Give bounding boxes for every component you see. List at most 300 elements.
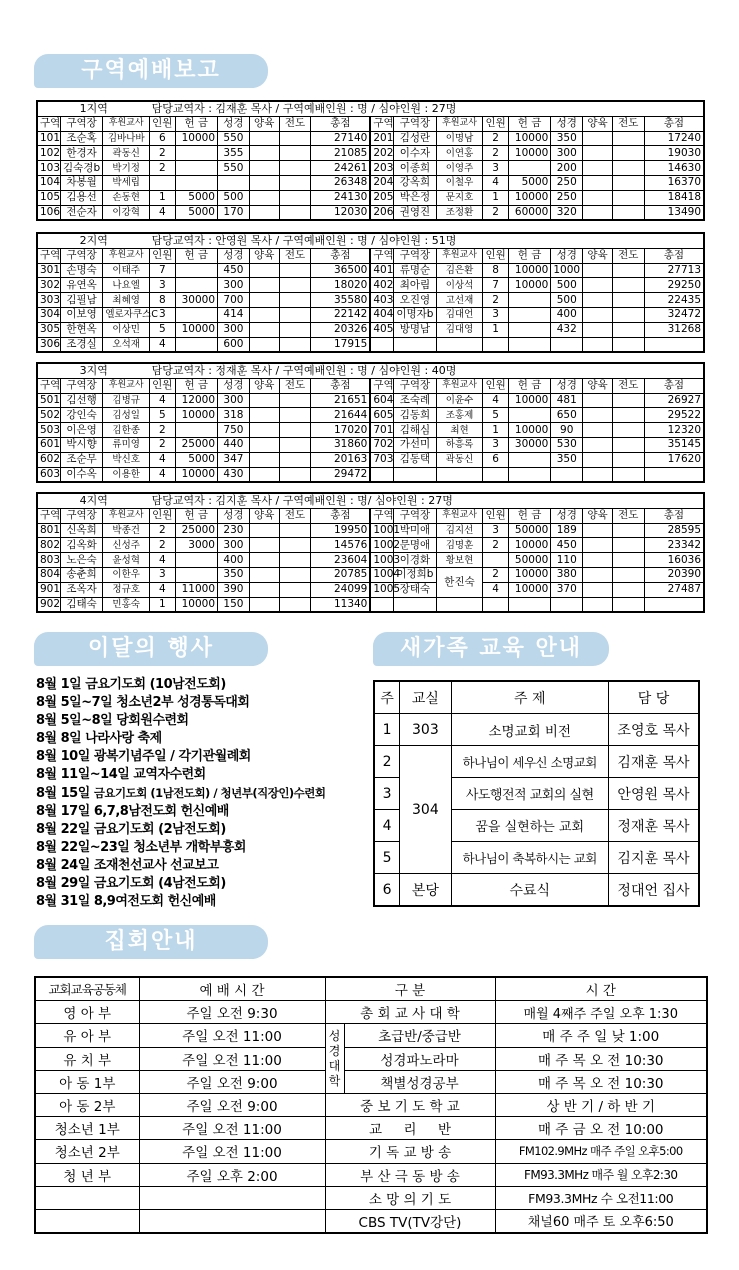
total: 23342	[644, 538, 704, 553]
leader: 전순자	[60, 205, 102, 220]
evangelism	[612, 131, 644, 146]
leader: 장태숙	[394, 582, 436, 597]
column-header: 구역장	[60, 248, 102, 263]
evangelism	[612, 263, 644, 278]
group-id: 305	[37, 322, 60, 337]
teacher: 고선재	[436, 293, 483, 308]
edu-leader: 김재훈 목사	[608, 746, 699, 778]
column-header: 구역	[370, 248, 393, 263]
group-id: 101	[37, 131, 60, 146]
column-header: 후원교사	[436, 116, 483, 131]
offering	[508, 293, 550, 308]
count: 4	[150, 467, 175, 482]
column-header: 구역장	[394, 116, 436, 131]
nurture	[249, 146, 279, 161]
edu-row	[374, 714, 699, 746]
edu-leader: 정재훈 목사	[608, 810, 699, 842]
bible: 189	[551, 523, 583, 538]
events-title: 이달의 행사	[34, 632, 268, 666]
nurture	[583, 337, 613, 352]
meeting-category: 초급반/중급반	[344, 1024, 495, 1047]
meetings-table	[34, 976, 708, 1234]
evangelism	[279, 175, 311, 190]
district-row	[37, 582, 704, 597]
district-row	[37, 278, 704, 293]
event-text: 금요기도회 (10남전도회)	[85, 677, 226, 692]
total: 23604	[311, 553, 370, 568]
group-id: 304	[37, 307, 60, 322]
edu-room: 303	[400, 714, 451, 746]
count: 4	[150, 452, 175, 467]
total: 26348	[311, 175, 370, 190]
bible: 150	[218, 597, 250, 612]
bible: 440	[218, 437, 250, 452]
group-id: 804	[37, 567, 60, 582]
district-row	[37, 205, 704, 220]
group-id: 501	[37, 393, 60, 408]
column-header: 총점	[311, 378, 370, 393]
column-header: 후원교사	[436, 248, 483, 263]
group-id: 703	[370, 452, 393, 467]
evangelism	[279, 263, 311, 278]
leader: 한현옥	[60, 322, 102, 337]
count: 8	[150, 293, 175, 308]
evangelism	[612, 408, 644, 423]
event-item	[36, 839, 326, 857]
leader: 방명남	[394, 322, 436, 337]
group-id: 604	[370, 393, 393, 408]
event-date: 8월 17일	[36, 804, 90, 819]
bible: 250	[551, 175, 583, 190]
offering: 10000	[175, 131, 217, 146]
leader: 손명숙	[60, 263, 102, 278]
offering	[508, 337, 550, 352]
column-header: 구역장	[60, 508, 102, 523]
teacher: 윤성혁	[103, 553, 150, 568]
teacher: 엘로자쿠스C	[103, 307, 150, 322]
column-header: 양육	[583, 508, 613, 523]
total: 32472	[644, 307, 704, 322]
count: 2	[483, 293, 508, 308]
total: 12320	[644, 423, 704, 438]
nurture	[583, 278, 613, 293]
new-family-edu-table	[373, 680, 700, 907]
bible: 250	[551, 190, 583, 205]
offering: 10000	[508, 190, 550, 205]
leader: 이수자	[394, 146, 436, 161]
teacher: 이한우	[103, 567, 150, 582]
group-id: 502	[37, 408, 60, 423]
total: 29472	[311, 467, 370, 482]
offering: 11000	[175, 582, 217, 597]
count: 8	[483, 263, 508, 278]
bible: 432	[551, 322, 583, 337]
teacher: 이명남	[436, 131, 483, 146]
evangelism	[279, 307, 311, 322]
meeting-category: 부 산 극 동 방 송	[325, 1163, 495, 1186]
district-columns-row	[37, 116, 704, 131]
column-header: 구역장	[394, 508, 436, 523]
meeting-schedule: 매 주 주 일 낮 1:00	[495, 1024, 707, 1047]
nurture	[583, 553, 613, 568]
evangelism	[279, 597, 311, 612]
teacher: 김대영	[436, 322, 483, 337]
teacher: 이영주	[436, 161, 483, 176]
group-id: 202	[370, 146, 393, 161]
count: 3	[483, 523, 508, 538]
event-item	[36, 676, 326, 694]
meeting-category: 기 독 교 방 송	[325, 1140, 495, 1163]
district-row	[37, 452, 704, 467]
offering: 10000	[175, 322, 217, 337]
total: 11340	[311, 597, 370, 612]
bible: 230	[218, 523, 250, 538]
column-header: 총점	[644, 508, 704, 523]
offering: 30000	[175, 293, 217, 308]
group-id: 603	[37, 467, 60, 482]
evangelism	[612, 452, 644, 467]
meeting-schedule: 매 주 목 오 전 10:30	[495, 1070, 707, 1093]
group-id: 801	[37, 523, 60, 538]
count: 2	[150, 538, 175, 553]
meetings-row	[35, 1117, 707, 1140]
evangelism	[279, 205, 311, 220]
group-id: 402	[370, 278, 393, 293]
total: 24130	[311, 190, 370, 205]
count: 3	[150, 307, 175, 322]
meetings-header-schedule: 시 간	[495, 977, 707, 1001]
leader: 김성란	[394, 131, 436, 146]
evangelism	[279, 437, 311, 452]
column-header: 구역	[370, 508, 393, 523]
event-text: 당회원수련회	[116, 713, 189, 728]
bible: 550	[218, 161, 250, 176]
column-header: 전도	[612, 248, 644, 263]
column-header: 구역장	[60, 116, 102, 131]
leader: 가선미	[394, 437, 436, 452]
column-header: 양육	[583, 248, 613, 263]
bible: 300	[218, 278, 250, 293]
district-row	[37, 190, 704, 205]
total: 21651	[311, 393, 370, 408]
offering	[175, 161, 217, 176]
leader: 차봉월	[60, 175, 102, 190]
teacher	[436, 597, 483, 612]
evangelism	[279, 567, 311, 582]
evangelism	[279, 131, 311, 146]
meeting-schedule: 상 반 기 / 하 반 기	[495, 1093, 707, 1116]
total: 21085	[311, 146, 370, 161]
bible	[551, 597, 583, 612]
nurture	[583, 582, 613, 597]
offering: 10000	[175, 408, 217, 423]
offering	[508, 597, 550, 612]
group-id: 103	[37, 161, 60, 176]
district-info: 담당교역자 : 정재훈 목사 / 구역예배인원 : 명 / 심야인원 : 40명	[150, 363, 704, 378]
leader: 이경화	[394, 553, 436, 568]
nurture	[583, 322, 613, 337]
count: 4	[150, 393, 175, 408]
count: 1	[150, 597, 175, 612]
evangelism	[612, 553, 644, 568]
meetings-header-category: 구 분	[325, 977, 495, 1001]
count: 3	[483, 307, 508, 322]
bible: 450	[551, 538, 583, 553]
count: 2	[150, 523, 175, 538]
offering: 10000	[175, 467, 217, 482]
nurture	[583, 307, 613, 322]
nurture	[249, 263, 279, 278]
evangelism	[279, 161, 311, 176]
leader: 조경실	[60, 337, 102, 352]
teacher: 이강혁	[103, 205, 150, 220]
meeting-schedule: FM93.3MHz 수 오전11:00	[495, 1186, 707, 1209]
district-table	[36, 100, 705, 221]
district-row	[37, 538, 704, 553]
edu-week: 6	[374, 874, 400, 907]
total: 29250	[644, 278, 704, 293]
evangelism	[279, 190, 311, 205]
leader: 조순무	[60, 452, 102, 467]
offering	[508, 452, 550, 467]
leader: 유연옥	[60, 278, 102, 293]
nurture	[249, 538, 279, 553]
district-row	[37, 131, 704, 146]
group-id	[370, 467, 393, 482]
group-id: 1004	[370, 567, 393, 582]
meetings-row	[35, 1209, 707, 1233]
column-header: 헌 금	[175, 378, 217, 393]
teacher: 김성일	[103, 408, 150, 423]
leader	[394, 467, 436, 482]
nurture	[249, 597, 279, 612]
event-text: 청소년2부 성경통독대회	[116, 695, 250, 710]
evangelism	[612, 437, 644, 452]
event-text: 8,9여전도회 헌신예배	[93, 894, 216, 909]
nurture	[249, 437, 279, 452]
leader: 조옥자	[60, 582, 102, 597]
meeting-time: 주일 오전 11:00	[139, 1117, 325, 1140]
group-id: 205	[370, 190, 393, 205]
evangelism	[279, 452, 311, 467]
leader: 이은영	[60, 423, 102, 438]
column-header: 헌 금	[508, 248, 550, 263]
meeting-schedule: 매 주 금 오 전 10:00	[495, 1117, 707, 1140]
bible: 90	[551, 423, 583, 438]
group-id: 605	[370, 408, 393, 423]
evangelism	[612, 205, 644, 220]
nurture	[249, 161, 279, 176]
group-id: 802	[37, 538, 60, 553]
group-id: 1001	[370, 523, 393, 538]
leader: 이보영	[60, 307, 102, 322]
bible: 650	[551, 408, 583, 423]
offering: 10000	[508, 278, 550, 293]
leader: 이명자b	[394, 307, 436, 322]
total: 28595	[644, 523, 704, 538]
edu-header-week: 주	[374, 681, 400, 714]
meeting-dept	[35, 1209, 139, 1233]
leader: 강옥희	[394, 175, 436, 190]
offering: 10000	[175, 597, 217, 612]
count: 2	[483, 146, 508, 161]
teacher: 류미영	[103, 437, 150, 452]
nurture	[583, 131, 613, 146]
nurture	[249, 523, 279, 538]
total: 27713	[644, 263, 704, 278]
report-title: 구역예배보고	[34, 54, 268, 88]
offering: 10000	[508, 538, 550, 553]
meeting-time: 주일 오전 9:00	[139, 1093, 325, 1116]
group-id: 1002	[370, 538, 393, 553]
leader: 문명애	[394, 538, 436, 553]
evangelism	[612, 597, 644, 612]
column-header: 후원교사	[103, 508, 150, 523]
total: 20163	[311, 452, 370, 467]
group-id: 106	[37, 205, 60, 220]
evangelism	[612, 146, 644, 161]
column-header: 전도	[612, 508, 644, 523]
count	[483, 553, 508, 568]
bible: 370	[551, 582, 583, 597]
bible: 530	[551, 437, 583, 452]
offering: 10000	[508, 146, 550, 161]
bible: 170	[218, 205, 250, 220]
group-id: 901	[37, 582, 60, 597]
evangelism	[612, 322, 644, 337]
teacher: 신성주	[103, 538, 150, 553]
offering	[175, 423, 217, 438]
bible: 318	[218, 408, 250, 423]
bible: 350	[218, 567, 250, 582]
total: 20785	[311, 567, 370, 582]
group-id	[370, 337, 393, 352]
bible	[218, 175, 250, 190]
event-text: 6,7,8남전도회 헌신예배	[93, 804, 229, 819]
nurture	[249, 553, 279, 568]
teacher: 김명훈	[436, 538, 483, 553]
column-header: 전도	[279, 116, 311, 131]
count	[150, 175, 175, 190]
teacher: 박종건	[103, 523, 150, 538]
total: 24099	[311, 582, 370, 597]
count: 4	[483, 393, 508, 408]
column-header: 총점	[311, 248, 370, 263]
event-date: 8월 24일	[36, 858, 90, 873]
meeting-time: 주일 오전 9:30	[139, 1001, 325, 1024]
event-item	[36, 784, 326, 803]
column-header: 양육	[249, 508, 279, 523]
event-date: 8월 22일~23일	[36, 840, 130, 855]
leader: 김태숙	[60, 597, 102, 612]
group-id: 404	[370, 307, 393, 322]
event-date: 8월 22일	[36, 822, 90, 837]
group-id: 602	[37, 452, 60, 467]
column-header: 헌 금	[508, 116, 550, 131]
column-header: 성경	[551, 378, 583, 393]
bible: 700	[218, 293, 250, 308]
event-text: 광복기념주일 / 각기관월례회	[93, 749, 251, 764]
count: 1	[483, 322, 508, 337]
column-header: 성경	[551, 116, 583, 131]
district-row	[37, 437, 704, 452]
column-header: 후원교사	[103, 248, 150, 263]
total: 21644	[311, 408, 370, 423]
nurture	[249, 278, 279, 293]
total: 24261	[311, 161, 370, 176]
column-header: 헌 금	[175, 508, 217, 523]
column-header: 성경	[218, 248, 250, 263]
offering: 10000	[508, 582, 550, 597]
nurture	[249, 205, 279, 220]
leader: 이정희b	[394, 567, 436, 582]
bible: 500	[551, 278, 583, 293]
meeting-time: 주일 오전 11:00	[139, 1140, 325, 1163]
edu-row	[374, 746, 699, 778]
leader: 권영진	[394, 205, 436, 220]
district-row	[37, 146, 704, 161]
bible: 200	[551, 161, 583, 176]
edu-title: 새가족 교육 안내	[373, 632, 609, 666]
event-date: 8월 29일	[36, 876, 90, 891]
bible: 400	[218, 553, 250, 568]
leader: 박미애	[394, 523, 436, 538]
group-id: 105	[37, 190, 60, 205]
district-name: 2지역	[37, 233, 150, 248]
column-header: 구역장	[60, 378, 102, 393]
evangelism	[612, 423, 644, 438]
teacher: 최현	[436, 423, 483, 438]
meeting-dept: 청 년 부	[35, 1163, 139, 1186]
meetings-header-time: 예 배 시 간	[139, 977, 325, 1001]
column-header: 구역장	[394, 248, 436, 263]
column-header: 인원	[483, 378, 508, 393]
district-table	[36, 232, 705, 353]
count: 3	[483, 161, 508, 176]
district-row	[37, 408, 704, 423]
count: 2	[150, 437, 175, 452]
leader: 김동택	[394, 452, 436, 467]
district-row	[37, 175, 704, 190]
leader: 김숙경b	[60, 161, 102, 176]
nurture	[249, 293, 279, 308]
column-header: 양육	[583, 116, 613, 131]
column-header: 양육	[249, 378, 279, 393]
event-text: 금요기도회 (2남전도회)	[93, 822, 226, 837]
teacher: 곽동신	[436, 452, 483, 467]
column-header: 구역	[37, 116, 60, 131]
leader: 김필남	[60, 293, 102, 308]
evangelism	[279, 523, 311, 538]
meeting-schedule: FM93.3MHz 매주 월 오후2:30	[495, 1163, 707, 1186]
nurture	[583, 597, 613, 612]
edu-week: 2	[374, 746, 400, 778]
edu-header-topic: 주 제	[451, 681, 608, 714]
district-row	[37, 161, 704, 176]
nurture	[583, 190, 613, 205]
column-header: 헌 금	[175, 116, 217, 131]
nurture	[249, 337, 279, 352]
meetings-header-dept: 교회교육공동체	[35, 977, 139, 1001]
leader: 이종희	[394, 161, 436, 176]
column-header: 인원	[150, 378, 175, 393]
column-header: 구역	[37, 378, 60, 393]
evangelism	[279, 322, 311, 337]
offering	[508, 322, 550, 337]
total: 18020	[311, 278, 370, 293]
edu-room: 본당	[400, 874, 451, 907]
count	[483, 597, 508, 612]
